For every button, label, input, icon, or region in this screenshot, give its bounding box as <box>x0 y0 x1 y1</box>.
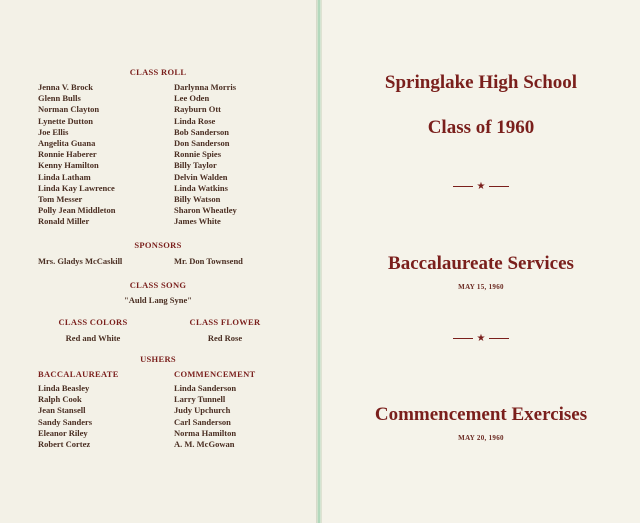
class-roll-name: Joe Ellis <box>38 126 69 137</box>
sponsors-heading: SPONSORS <box>134 240 182 250</box>
class-roll-name: Ronnie Haberer <box>38 149 97 160</box>
class-roll-name: Billy Taylor <box>174 160 217 171</box>
usher-name: Linda Sanderson <box>174 383 237 393</box>
usher-name: Ralph Cook <box>38 394 82 405</box>
class-roll-name: Jenna V. Brock <box>38 82 94 92</box>
class-roll-name: Darlynna Morris <box>174 82 237 92</box>
commencement-date: MAY 20, 1960 <box>458 434 504 442</box>
usher-name: Eleanor Riley <box>38 427 88 438</box>
star-icon: ★ <box>476 181 486 192</box>
usher-name: Robert Cortez <box>38 439 91 450</box>
class-roll-name: Linda Latham <box>38 171 91 182</box>
class-roll-name: Billy Watson <box>174 194 221 205</box>
class-roll-heading: CLASS ROLL <box>129 67 187 77</box>
baccalaureate-ushers-list <box>38 383 92 450</box>
class-roll-column-1 <box>38 82 115 228</box>
star-divider-1 <box>322 182 640 192</box>
ushers-heading: USHERS <box>140 354 176 364</box>
class-roll-name: Angelita Guana <box>38 138 96 149</box>
class-roll-name: Tom Messer <box>38 194 83 205</box>
sponsor-2: Mr. Don Townsend <box>174 256 243 266</box>
right-page <box>322 0 640 523</box>
class-roll-name: Lynette Dutton <box>38 115 94 126</box>
class-roll-name: Rayburn Ott <box>174 104 221 115</box>
school-name: Springlake High School <box>384 72 578 93</box>
class-roll-name: Linda Kay Lawrence <box>38 182 115 193</box>
class-flower-value: Red Rose <box>207 333 243 343</box>
class-roll-name: Polly Jean Middleton <box>38 205 116 216</box>
usher-name: Carl Sanderson <box>174 416 231 427</box>
class-roll-name: Linda Watkins <box>174 182 228 193</box>
class-roll-name: Don Sanderson <box>174 138 230 149</box>
class-roll-name: James White <box>174 216 221 227</box>
class-flower-heading: CLASS FLOWER <box>189 317 261 327</box>
class-song-heading: CLASS SONG <box>129 280 187 290</box>
class-roll-name: Delvin Walden <box>174 171 228 182</box>
class-roll-column-2 <box>174 82 237 228</box>
class-colors-heading: CLASS COLORS <box>58 317 128 327</box>
class-colors-value: Red and White <box>65 333 121 343</box>
sponsor-1: Mrs. Gladys McCaskill <box>38 256 123 266</box>
class-roll-name: Bob Sanderson <box>174 126 230 137</box>
usher-name: Linda Beasley <box>38 383 90 393</box>
baccalaureate-date: MAY 15, 1960 <box>458 283 504 291</box>
commencement-ushers-heading: COMMENCEMENT <box>174 369 256 379</box>
commencement-title: Commencement Exercises <box>374 404 588 425</box>
left-page <box>0 0 316 523</box>
class-roll-name: Kenny Hamilton <box>38 160 99 171</box>
class-roll-name: Norman Clayton <box>38 104 100 115</box>
star-icon: ★ <box>476 333 486 344</box>
class-year: Class of 1960 <box>427 117 535 138</box>
usher-name: Larry Tunnell <box>174 394 226 405</box>
baccalaureate-ushers-heading: BACCALAUREATE <box>38 369 119 379</box>
class-song-value: "Auld Lang Syne" <box>123 295 193 305</box>
baccalaureate-title: Baccalaureate Services <box>388 253 574 274</box>
usher-name: A. M. McGowan <box>174 439 235 450</box>
usher-name: Norma Hamilton <box>174 427 237 438</box>
class-roll-name: Sharon Wheatley <box>174 205 237 216</box>
star-divider-2 <box>322 334 640 344</box>
usher-name: Sandy Sanders <box>38 416 93 427</box>
class-roll-name: Ronnie Spies <box>174 149 221 160</box>
class-roll-name: Linda Rose <box>174 115 216 126</box>
class-roll-name: Ronald Miller <box>38 216 90 227</box>
class-roll-name: Lee Oden <box>174 93 210 104</box>
commencement-ushers-list <box>174 383 236 450</box>
usher-name: Jean Stansell <box>38 405 86 416</box>
usher-name: Judy Upchurch <box>174 405 231 416</box>
class-roll-name: Glenn Bulls <box>38 93 81 104</box>
